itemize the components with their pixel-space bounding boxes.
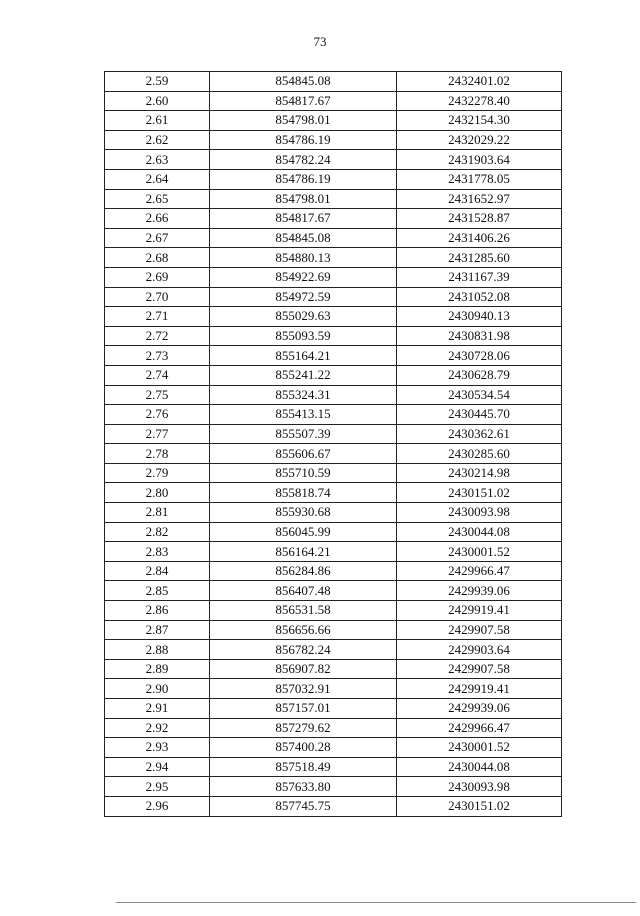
y-coordinate-cell: 2430001.52 (397, 542, 562, 562)
table-row (105, 483, 562, 503)
y-coordinate-cell: 2429903.64 (397, 640, 562, 660)
y-coordinate-cell: 2430001.52 (397, 738, 562, 758)
table-row (105, 659, 562, 679)
point-id-cell: 2.81 (105, 503, 210, 523)
point-id-cell: 2.72 (105, 326, 210, 346)
table-row (105, 111, 562, 131)
table-row (105, 130, 562, 150)
point-id-cell: 2.82 (105, 522, 210, 542)
x-coordinate-cell: 856531.58 (210, 601, 397, 621)
x-coordinate-cell: 856407.48 (210, 581, 397, 601)
table-row (105, 248, 562, 268)
y-coordinate-cell: 2429907.58 (397, 620, 562, 640)
y-coordinate-cell: 2431285.60 (397, 248, 562, 268)
y-coordinate-cell: 2430534.54 (397, 385, 562, 405)
table-row (105, 718, 562, 738)
table-row (105, 699, 562, 719)
table-row (105, 72, 562, 92)
point-id-cell: 2.89 (105, 659, 210, 679)
point-id-cell: 2.84 (105, 561, 210, 581)
point-id-cell: 2.67 (105, 228, 210, 248)
y-coordinate-cell: 2431406.26 (397, 228, 562, 248)
table-row (105, 189, 562, 209)
table-row (105, 581, 562, 601)
y-coordinate-cell: 2429966.47 (397, 718, 562, 738)
point-id-cell: 2.83 (105, 542, 210, 562)
x-coordinate-cell: 855413.15 (210, 405, 397, 425)
table-row (105, 601, 562, 621)
x-coordinate-cell: 857157.01 (210, 699, 397, 719)
x-coordinate-cell: 856782.24 (210, 640, 397, 660)
point-id-cell: 2.63 (105, 150, 210, 170)
x-coordinate-cell: 854798.01 (210, 189, 397, 209)
point-id-cell: 2.75 (105, 385, 210, 405)
y-coordinate-cell: 2429939.06 (397, 581, 562, 601)
x-coordinate-cell: 855930.68 (210, 503, 397, 523)
x-coordinate-cell: 854786.19 (210, 169, 397, 189)
x-coordinate-cell: 854817.67 (210, 209, 397, 229)
x-coordinate-cell: 855029.63 (210, 307, 397, 327)
x-coordinate-cell: 856656.66 (210, 620, 397, 640)
point-id-cell: 2.92 (105, 718, 210, 738)
y-coordinate-cell: 2431903.64 (397, 150, 562, 170)
point-id-cell: 2.76 (105, 405, 210, 425)
y-coordinate-cell: 2430285.60 (397, 444, 562, 464)
y-coordinate-cell: 2430214.98 (397, 463, 562, 483)
point-id-cell: 2.96 (105, 796, 210, 816)
y-coordinate-cell: 2429919.41 (397, 601, 562, 621)
point-id-cell: 2.73 (105, 346, 210, 366)
point-id-cell: 2.69 (105, 267, 210, 287)
y-coordinate-cell: 2429966.47 (397, 561, 562, 581)
x-coordinate-cell: 855241.22 (210, 365, 397, 385)
table-row (105, 228, 562, 248)
table-row (105, 287, 562, 307)
table-row (105, 365, 562, 385)
point-id-cell: 2.70 (105, 287, 210, 307)
y-coordinate-cell: 2430044.08 (397, 522, 562, 542)
y-coordinate-cell: 2430831.98 (397, 326, 562, 346)
point-id-cell: 2.86 (105, 601, 210, 621)
y-coordinate-cell: 2430151.02 (397, 483, 562, 503)
table-row (105, 620, 562, 640)
y-coordinate-cell: 2431778.05 (397, 169, 562, 189)
y-coordinate-cell: 2432401.02 (397, 72, 562, 92)
y-coordinate-cell: 2429907.58 (397, 659, 562, 679)
page-number: 73 (313, 34, 327, 49)
point-id-cell: 2.62 (105, 130, 210, 150)
table-row (105, 542, 562, 562)
point-id-cell: 2.95 (105, 777, 210, 797)
x-coordinate-cell: 854845.08 (210, 228, 397, 248)
coordinates-table (104, 71, 562, 817)
point-id-cell: 2.80 (105, 483, 210, 503)
x-coordinate-cell: 855818.74 (210, 483, 397, 503)
y-coordinate-cell: 2430445.70 (397, 405, 562, 425)
table-row (105, 463, 562, 483)
table-row (105, 424, 562, 444)
point-id-cell: 2.88 (105, 640, 210, 660)
x-coordinate-cell: 854845.08 (210, 72, 397, 92)
table-row (105, 796, 562, 816)
x-coordinate-cell: 854922.69 (210, 267, 397, 287)
point-id-cell: 2.61 (105, 111, 210, 131)
point-id-cell: 2.77 (105, 424, 210, 444)
table-row (105, 267, 562, 287)
x-coordinate-cell: 857518.49 (210, 757, 397, 777)
table-row (105, 307, 562, 327)
x-coordinate-cell: 856045.99 (210, 522, 397, 542)
y-coordinate-cell: 2431652.97 (397, 189, 562, 209)
y-coordinate-cell: 2430628.79 (397, 365, 562, 385)
y-coordinate-cell: 2432154.30 (397, 111, 562, 131)
x-coordinate-cell: 855324.31 (210, 385, 397, 405)
table-row (105, 346, 562, 366)
table-row (105, 405, 562, 425)
point-id-cell: 2.85 (105, 581, 210, 601)
point-id-cell: 2.71 (105, 307, 210, 327)
table-row (105, 640, 562, 660)
point-id-cell: 2.94 (105, 757, 210, 777)
y-coordinate-cell: 2431052.08 (397, 287, 562, 307)
y-coordinate-cell: 2430044.08 (397, 757, 562, 777)
table-row (105, 777, 562, 797)
x-coordinate-cell: 854972.59 (210, 287, 397, 307)
x-coordinate-cell: 855093.59 (210, 326, 397, 346)
x-coordinate-cell: 854786.19 (210, 130, 397, 150)
point-id-cell: 2.79 (105, 463, 210, 483)
point-id-cell: 2.66 (105, 209, 210, 229)
y-coordinate-cell: 2430093.98 (397, 503, 562, 523)
point-id-cell: 2.68 (105, 248, 210, 268)
x-coordinate-cell: 855606.67 (210, 444, 397, 464)
table-row (105, 150, 562, 170)
point-id-cell: 2.93 (105, 738, 210, 758)
x-coordinate-cell: 854782.24 (210, 150, 397, 170)
y-coordinate-cell: 2430728.06 (397, 346, 562, 366)
point-id-cell: 2.59 (105, 72, 210, 92)
x-coordinate-cell: 854798.01 (210, 111, 397, 131)
x-coordinate-cell: 855164.21 (210, 346, 397, 366)
point-id-cell: 2.74 (105, 365, 210, 385)
point-id-cell: 2.60 (105, 91, 210, 111)
table-row (105, 444, 562, 464)
table-row (105, 679, 562, 699)
point-id-cell: 2.87 (105, 620, 210, 640)
x-coordinate-cell: 857279.62 (210, 718, 397, 738)
y-coordinate-cell: 2430151.02 (397, 796, 562, 816)
x-coordinate-cell: 856907.82 (210, 659, 397, 679)
point-id-cell: 2.90 (105, 679, 210, 699)
x-coordinate-cell: 857745.75 (210, 796, 397, 816)
table-row (105, 561, 562, 581)
table-row (105, 503, 562, 523)
table-row (105, 522, 562, 542)
table-row (105, 757, 562, 777)
x-coordinate-cell: 855507.39 (210, 424, 397, 444)
y-coordinate-cell: 2430362.61 (397, 424, 562, 444)
y-coordinate-cell: 2429939.06 (397, 699, 562, 719)
table-row (105, 91, 562, 111)
x-coordinate-cell: 854880.13 (210, 248, 397, 268)
point-id-cell: 2.64 (105, 169, 210, 189)
table-row (105, 209, 562, 229)
bottom-rule (116, 902, 636, 903)
table-row (105, 169, 562, 189)
point-id-cell: 2.65 (105, 189, 210, 209)
y-coordinate-cell: 2431528.87 (397, 209, 562, 229)
y-coordinate-cell: 2430093.98 (397, 777, 562, 797)
x-coordinate-cell: 857032.91 (210, 679, 397, 699)
y-coordinate-cell: 2430940.13 (397, 307, 562, 327)
y-coordinate-cell: 2432029.22 (397, 130, 562, 150)
x-coordinate-cell: 854817.67 (210, 91, 397, 111)
table-row (105, 385, 562, 405)
x-coordinate-cell: 855710.59 (210, 463, 397, 483)
table-row (105, 326, 562, 346)
x-coordinate-cell: 856284.86 (210, 561, 397, 581)
y-coordinate-cell: 2431167.39 (397, 267, 562, 287)
point-id-cell: 2.91 (105, 699, 210, 719)
x-coordinate-cell: 857633.80 (210, 777, 397, 797)
x-coordinate-cell: 856164.21 (210, 542, 397, 562)
coordinates-table-body (105, 72, 562, 817)
table-row (105, 738, 562, 758)
y-coordinate-cell: 2432278.40 (397, 91, 562, 111)
x-coordinate-cell: 857400.28 (210, 738, 397, 758)
y-coordinate-cell: 2429919.41 (397, 679, 562, 699)
point-id-cell: 2.78 (105, 444, 210, 464)
